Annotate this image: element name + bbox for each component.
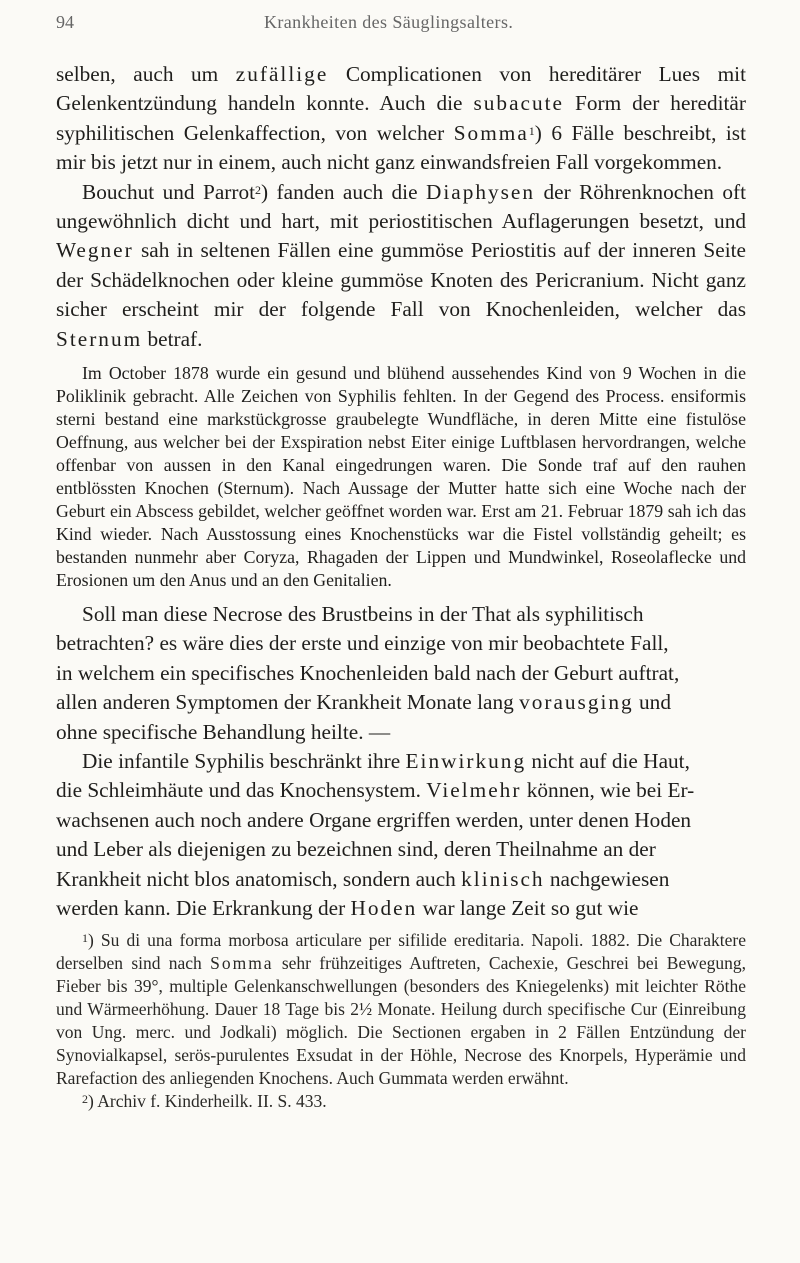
- paragraph-organe: Die infantile Syphilis beschränkt ihre Einwirkung nicht auf die Haut, die Schleimhäute und das Knochensystem. Vielmehr können, wie bei Er- wachsenen auch noch andere Organe ergriffen werden, unter denen Hoden und Leber als diejenigen zu bezeichnen sind, deren Theilnahme an der Krankheit nicht blos anatomisch, sondern auch klinisch nachgewiesen werden kann. Die Erkrankung der Hoden war lange Zeit so gut wie: [56, 749, 695, 920]
- footnote-ref-1: 1: [528, 123, 535, 138]
- paragraph-gelenkaffection: selben, auch um zufällige Complicationen von hereditärer Lues mit Gelenkentzündung handeln konnte. Auch die subacute Form der hereditär syphilitischen Gelenkaffection, von welcher Somma$^1$) 6 Fälle beschreibt, ist mir bis jetzt nur in einem, auch nicht ganz einwandsfreien Fall vorgekommen.: [56, 62, 746, 175]
- case-report: Im October 1878 wurde ein gesund und blühend aussehendes Kind von 9 Wochen in die Poliklinik gebracht. Alle Zeichen von Syphilis fehlten. In der Gegend des Process. ensiformis sterni bestand eine markstückgrosse graubelegte Wundfläche, in deren Mitte eine fistulöse Oeffnung, aus welcher bei der Exspiration nebst Eiter einige Luftblasen hervordrangen, welche offenbar von aussen in den Kanal eingedrungen waren. Die Sonde traf auf den rauhen entblössten Knochen (Sternum). Nach Aussage der Mutter hatte sich eine Woche nach der Geburt ein Abscess gebildet, welcher geöffnet worden war. Erst am 21. Februar 1879 sah ich das Kind wieder. Nach Ausstossung eines Knochenstücks war die Fistel vollständig geheilt; es bestanden nunmehr aber Coryza, Rhagaden der Lippen und Mundwinkel, Roseolaflecke und Erosionen um den Anus und an den Genitalien.: [56, 363, 746, 591]
- paragraph-diaphysen: Bouchut und Parrot$^2$) fanden auch die Diaphysen der Röhrenknochen oft ungewöhnlich dicht und hart, mit periostitischen Auflagerungen besetzt, und Wegner sah in seltenen Fällen eine gummöse Periostitis auf der inneren Seite der Schädelknochen oder kleine gummöse Knoten des Pericranium. Nicht ganz sicher erscheint mir der folgende Fall von Knochenleiden, welcher das Sternum betraf.: [56, 179, 746, 351]
- footnote-1: $^1$) Su di una forma morbosa articulare per sifilide ereditaria. Napoli. 1882. Die Charaktere derselben sind nach Somma sehr frühzeitiges Auftreten, Cachexie, Geschrei bei Bewegung, Fieber bis 39°, multiple Gelenkanschwellungen (besonders des Kniegelenks) mit leichter Röthe und Wärmeerhöhung. Dauer 18 Tage bis 2½ Monate. Heilung durch specifische Cur (Einreibung von Ung. merc. und Jodkali) möglich. Die Sectionen ergaben in 2 Fällen Entzündung der Synovialkapsel, serös-purulentes Exsudat in der Höhle, Necrose des Knorpels, Hyperämie und Rarefaction des anliegenden Knochens. Auch Gummata werden erwähnt.: [56, 930, 746, 1089]
- page-number: 94: [56, 12, 74, 32]
- footnote-ref-2: 2: [255, 182, 262, 197]
- footnote-2: $^2$) Archiv f. Kinderheilk. II. S. 433.: [82, 1091, 327, 1112]
- page-body: [56, 60, 746, 1113]
- paragraph-necrose: Soll man diese Necrose des Brustbeins in der That als syphilitisch betrachten? es wäre dies der erste und einzige von mir beobachtete Fall, in welchem ein specifisches Knochenleiden bald nach der Geburt auftrat, allen anderen Symptomen der Krankheit Monate lang vorausging und ohne specifische Behandlung heilte. —: [56, 602, 680, 744]
- running-title: Krankheiten des Säuglingsalters.: [264, 12, 514, 32]
- footnotes: [56, 929, 746, 1113]
